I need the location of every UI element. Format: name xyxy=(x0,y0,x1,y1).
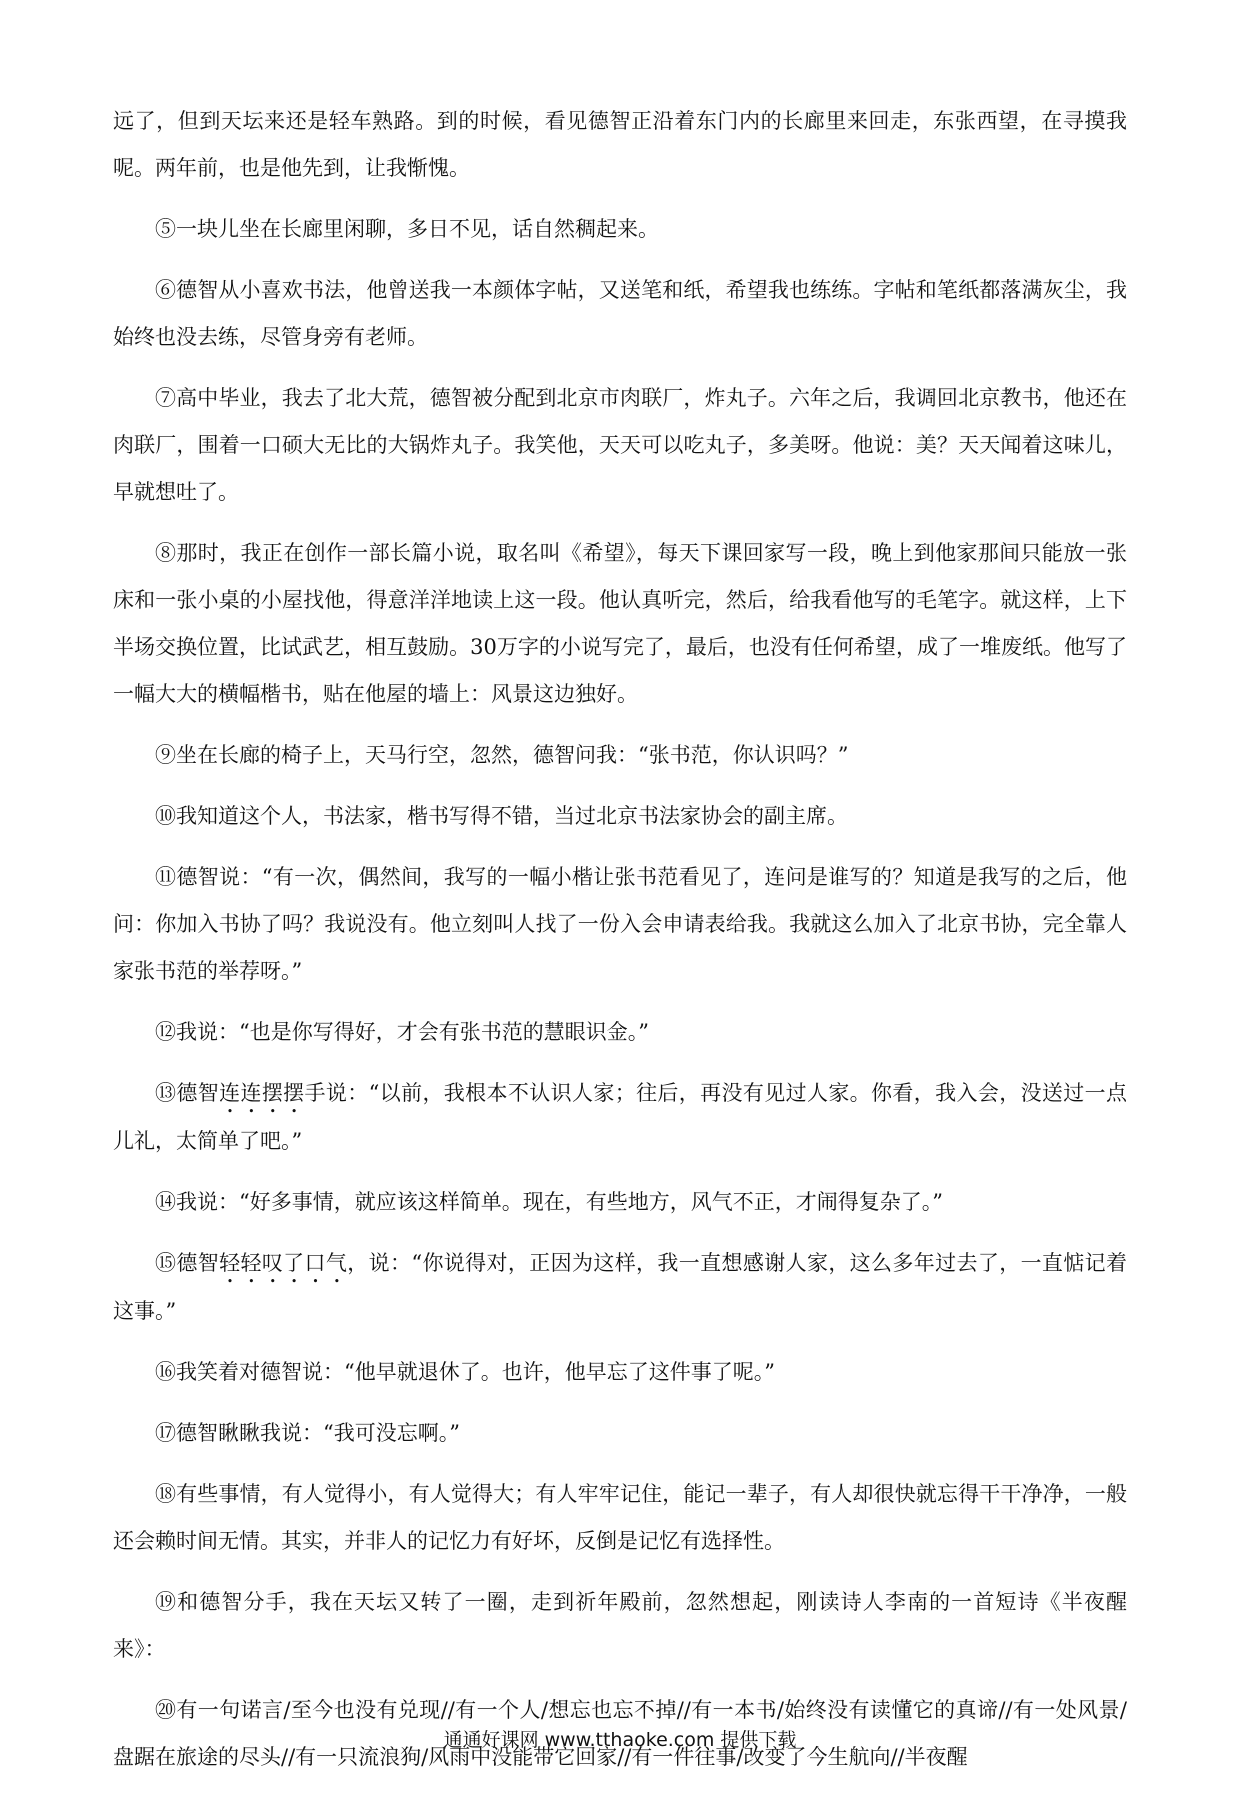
paragraph-10: ⑩我知道这个人，书法家，楷书写得不错，当过北京书法家协会的副主席。 xyxy=(155,804,848,828)
article-body xyxy=(113,98,1127,1795)
paragraph-13-dotted-phrase: 连连摆摆 xyxy=(219,1081,305,1105)
paragraph-15-after: ，说：“你说得对，正因为这样，我一直想感谢人家，这么多年过去了，一直惦记着这事。” xyxy=(113,1251,1128,1323)
paragraph-continued: 远了，但到天坛来还是轻车熟路。到的时候，看见德智正沿着东门内的长廊里来回走，东张西望，在寻摸我呢。两年前，也是他先到，让我惭愧。 xyxy=(113,109,1127,180)
paragraph-18: ⑱有些事情，有人觉得小，有人觉得大；有人牢牢记住，能记一辈子，有人却很快就忘得干干净净，一般还会赖时间无情。其实，并非人的记忆力有好坏，反倒是记忆有选择性。 xyxy=(113,1482,1127,1553)
paragraph-11: ⑪德智说：“有一次，偶然间，我写的一幅小楷让张书范看见了，连问是谁写的？知道是我写的之后，他问：你加入书协了吗？我说没有。他立刻叫人找了一份入会申请表给我。我就这么加入了北京书协，完全靠人家张书范的举荐呀。” xyxy=(113,865,1127,983)
paragraph-17: ⑰德智瞅瞅我说：“我可没忘啊。” xyxy=(155,1421,460,1445)
paragraph-13-after: 手说：“以前，我根本不认识人家；往后，再没有见过人家。你看，我入会，没送过一点儿礼，太简单了吧。” xyxy=(113,1081,1128,1153)
paragraph-20: ⑳有一句诺言/至今也没有兑现//有一个人/想忘也忘不掉//有一本书/始终没有读懂它的真谛//有一处风景/盘踞在旅途的尽头//有一只流浪狗/风雨中没能带它回家//有一件往事/改变了今生航向//半夜醒 xyxy=(113,1698,1127,1769)
paragraph-6: ⑥德智从小喜欢书法，他曾送我一本颜体字帖，又送笔和纸，希望我也练练。字帖和笔纸都落满灰尘，我始终也没去练，尽管身旁有老师。 xyxy=(113,278,1127,349)
paragraph-12: ⑫我说：“也是你写得好，才会有张书范的慧眼识金。” xyxy=(155,1020,649,1044)
paragraph-5: ⑤一块儿坐在长廊里闲聊，多日不见，话自然稠起来。 xyxy=(155,217,659,241)
paragraph-15-before: ⑮德智 xyxy=(155,1251,220,1275)
paragraph-8: ⑧那时，我正在创作一部长篇小说，取名叫《希望》，每天下课回家写一段，晚上到他家那间只能放一张床和一张小桌的小屋找他，得意洋洋地读上这一段。他认真听完，然后，给我看他写的毛笔字。就这样，上下半场交换位置，比试武艺，相互鼓励。30万字的小说写完了，最后，也没有任何希望，成了一堆废纸。他写了一幅大大的横幅楷书，贴在他屋的墙上：风景这边独好。 xyxy=(113,541,1127,706)
paragraph-15 xyxy=(113,1240,1127,1335)
paragraph-19: ⑲和德智分手，我在天坛又转了一圈，走到祈年殿前，忽然想起，刚读诗人李南的一首短诗《半夜醒来》： xyxy=(113,1590,1127,1661)
paragraph-13 xyxy=(113,1070,1127,1165)
paragraph-7: ⑦高中毕业，我去了北大荒，德智被分配到北京市肉联厂，炸丸子。六年之后，我调回北京教书，他还在肉联厂，围着一口硕大无比的大锅炸丸子。我笑他，天天可以吃丸子，多美呀。他说：美？天天闻着这味儿，早就想吐了。 xyxy=(113,386,1127,504)
paragraph-15-dotted-phrase: 轻轻叹了口气 xyxy=(219,1251,348,1275)
paragraph-9: ⑨坐在长廊的椅子上，天马行空，忽然，德智问我：“张书范，你认识吗？” xyxy=(155,743,849,767)
page-footer: 通通好课网 www.tthaoke.com 提供下载 xyxy=(443,1729,797,1751)
paragraph-14: ⑭我说：“好多事情，就应该这样简单。现在，有些地方，风气不正，才闹得复杂了。” xyxy=(155,1190,943,1214)
paragraph-16: ⑯我笑着对德智说：“他早就退休了。也许，他早忘了这件事了呢。” xyxy=(155,1360,775,1384)
paragraph-13-before: ⑬德智 xyxy=(155,1081,220,1105)
